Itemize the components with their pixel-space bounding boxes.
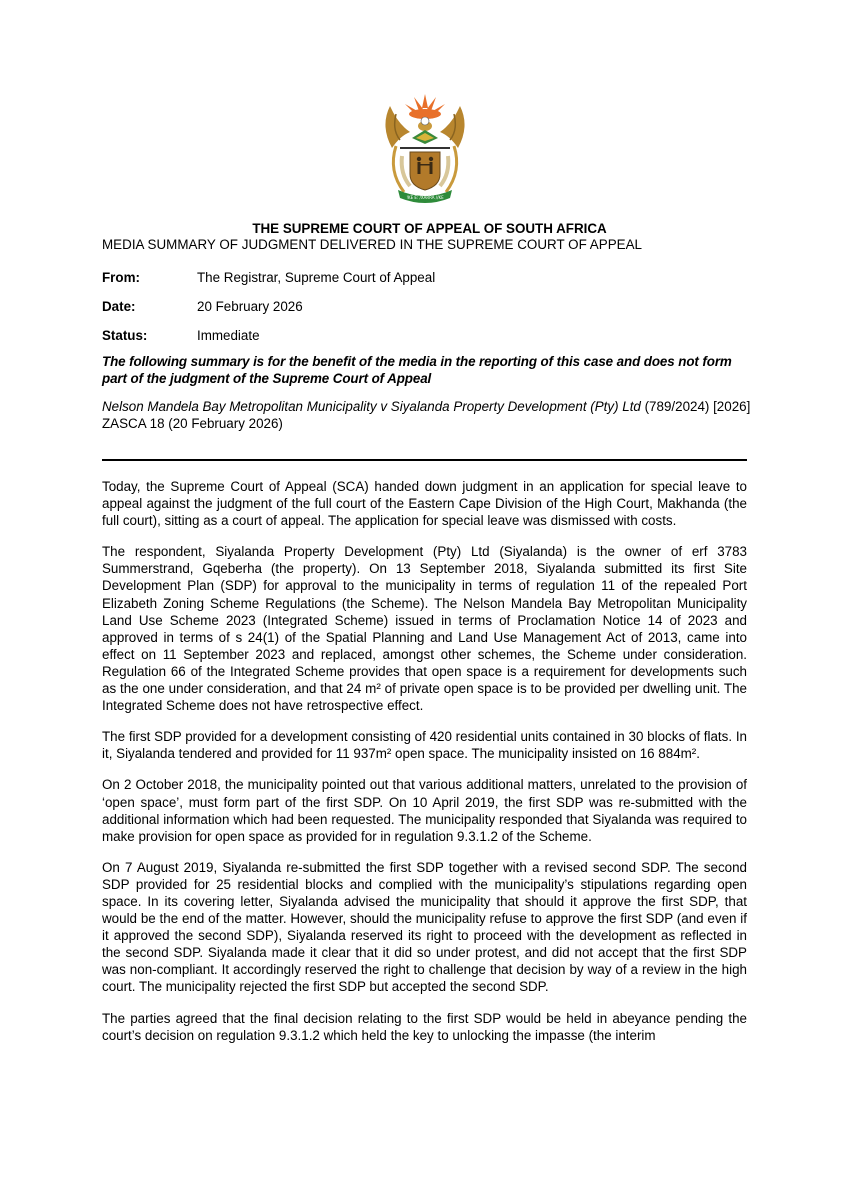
meta-label: From:: [102, 270, 140, 285]
summary-body: [102, 478, 747, 1058]
meta-row-date: [102, 299, 435, 328]
document-header: [102, 221, 747, 253]
meta-label: Status:: [102, 328, 148, 343]
meta-label: Date:: [102, 299, 136, 314]
meta-value: The Registrar, Supreme Court of Appeal: [197, 270, 436, 285]
case-citation: [102, 398, 752, 432]
paragraph: The respondent, Siyalanda Property Development (Pty) Ltd (Siyalanda) is the owner of erf 3783 Summerstrand, Gqeberha (the property). On 13 September 2018, Siyalanda submitted its first Site Development Plan (SDP) for approval to the municipality in terms of regulation 11 of the repealed Port Elizabeth Zoning Scheme Regulations (the Scheme). The Nelson Mandela Bay Metropolitan Municipality Land Use Scheme 2023 (Integrated Scheme) issued in terms of Proclamation Notice 14 of 2023 and approved in terms of s 24(1) of the Spatial Planning and Land Use Management Act of 2013, came into effect on 11 September 2023 and replaced, amongst other schemes, the Scheme under consideration. Regulation 66 of the Integrated Scheme provides that open space is a requirement for developments such as the one under consideration, and that 24 m² of private open space is to be provided per dwelling unit. The Integrated Scheme does not have retrospective effect.: [102, 544, 747, 714]
crest-motto: !KE E: /XARRA //KE: [406, 195, 444, 200]
paragraph: The parties agreed that the final decision relating to the first SDP would be held in abeyance pending the court’s decision on regulation 9.3.1.2 which held the key to unlocking the impasse (the interim: [102, 1010, 747, 1043]
paragraph: Today, the Supreme Court of Appeal (SCA) handed down judgment in an application for special leave to appeal against the judgment of the full court of the Eastern Cape Division of the High Court, Makhanda (the full court), sitting as a court of appeal. The application for special leave was dismissed with costs.: [102, 479, 747, 529]
coat-of-arms-icon: [370, 86, 480, 206]
meta-value: 20 February 2026: [197, 299, 303, 314]
court-title: THE SUPREME COURT OF APPEAL OF SOUTH AFRICA: [252, 221, 607, 236]
paragraph: On 2 October 2018, the municipality pointed out that various additional matters, unrelated to the provision of ‘open space’, must form part of the first SDP. On 10 April 2019, the first SDP was re-submitted with the additional information which had been requested. The municipality responded that Siyalanda was required to make provision for open space as provided for in regulation 9.3.1.2 of the Scheme.: [102, 777, 747, 844]
horizontal-divider: [102, 459, 747, 461]
meta-value: Immediate: [197, 328, 260, 343]
paragraph: The first SDP provided for a development consisting of 420 residential units contained in 30 blocks of flats. In it, Siyalanda tendered and provided for 11 937m² open space. The municipality insisted on 16 884m².: [102, 729, 747, 762]
case-number: (789/2024) [2026] ZASCA 18 (20 February 2026): [102, 399, 751, 431]
document-subtitle: MEDIA SUMMARY OF JUDGMENT DELIVERED IN THE SUPREME COURT OF APPEAL: [102, 237, 643, 252]
paragraph: On 7 August 2019, Siyalanda re-submitted the first SDP together with a revised second SDP. The second SDP provided for 25 residential blocks and complied with the municipality’s stipulations regarding open space. In its covering letter, Siyalanda advised the municipality that should it approve the first SDP, that would be the end of the matter. However, should the municipality refuse to approve the first SDP (and even if it approved the second SDP), Siyalanda reserved its right to proceed with the development as reflected in the second SDP. Siyalanda made it clear that it did so under protest, and did not accept that the first SDP was non-compliant. It accordingly reserved the right to challenge that decision by way of a review in the high court. The municipality rejected the first SDP but accepted the second SDP.: [102, 859, 747, 995]
memo-meta: [102, 270, 435, 357]
meta-row-from: [102, 270, 435, 299]
media-disclaimer: The following summary is for the benefit of the media in the reporting of this case and does not form part of the judgment of the Supreme Court of Appeal: [102, 354, 732, 386]
case-name: Nelson Mandela Bay Metropolitan Municipality v Siyalanda Property Development (Pty) Ltd: [102, 399, 641, 414]
